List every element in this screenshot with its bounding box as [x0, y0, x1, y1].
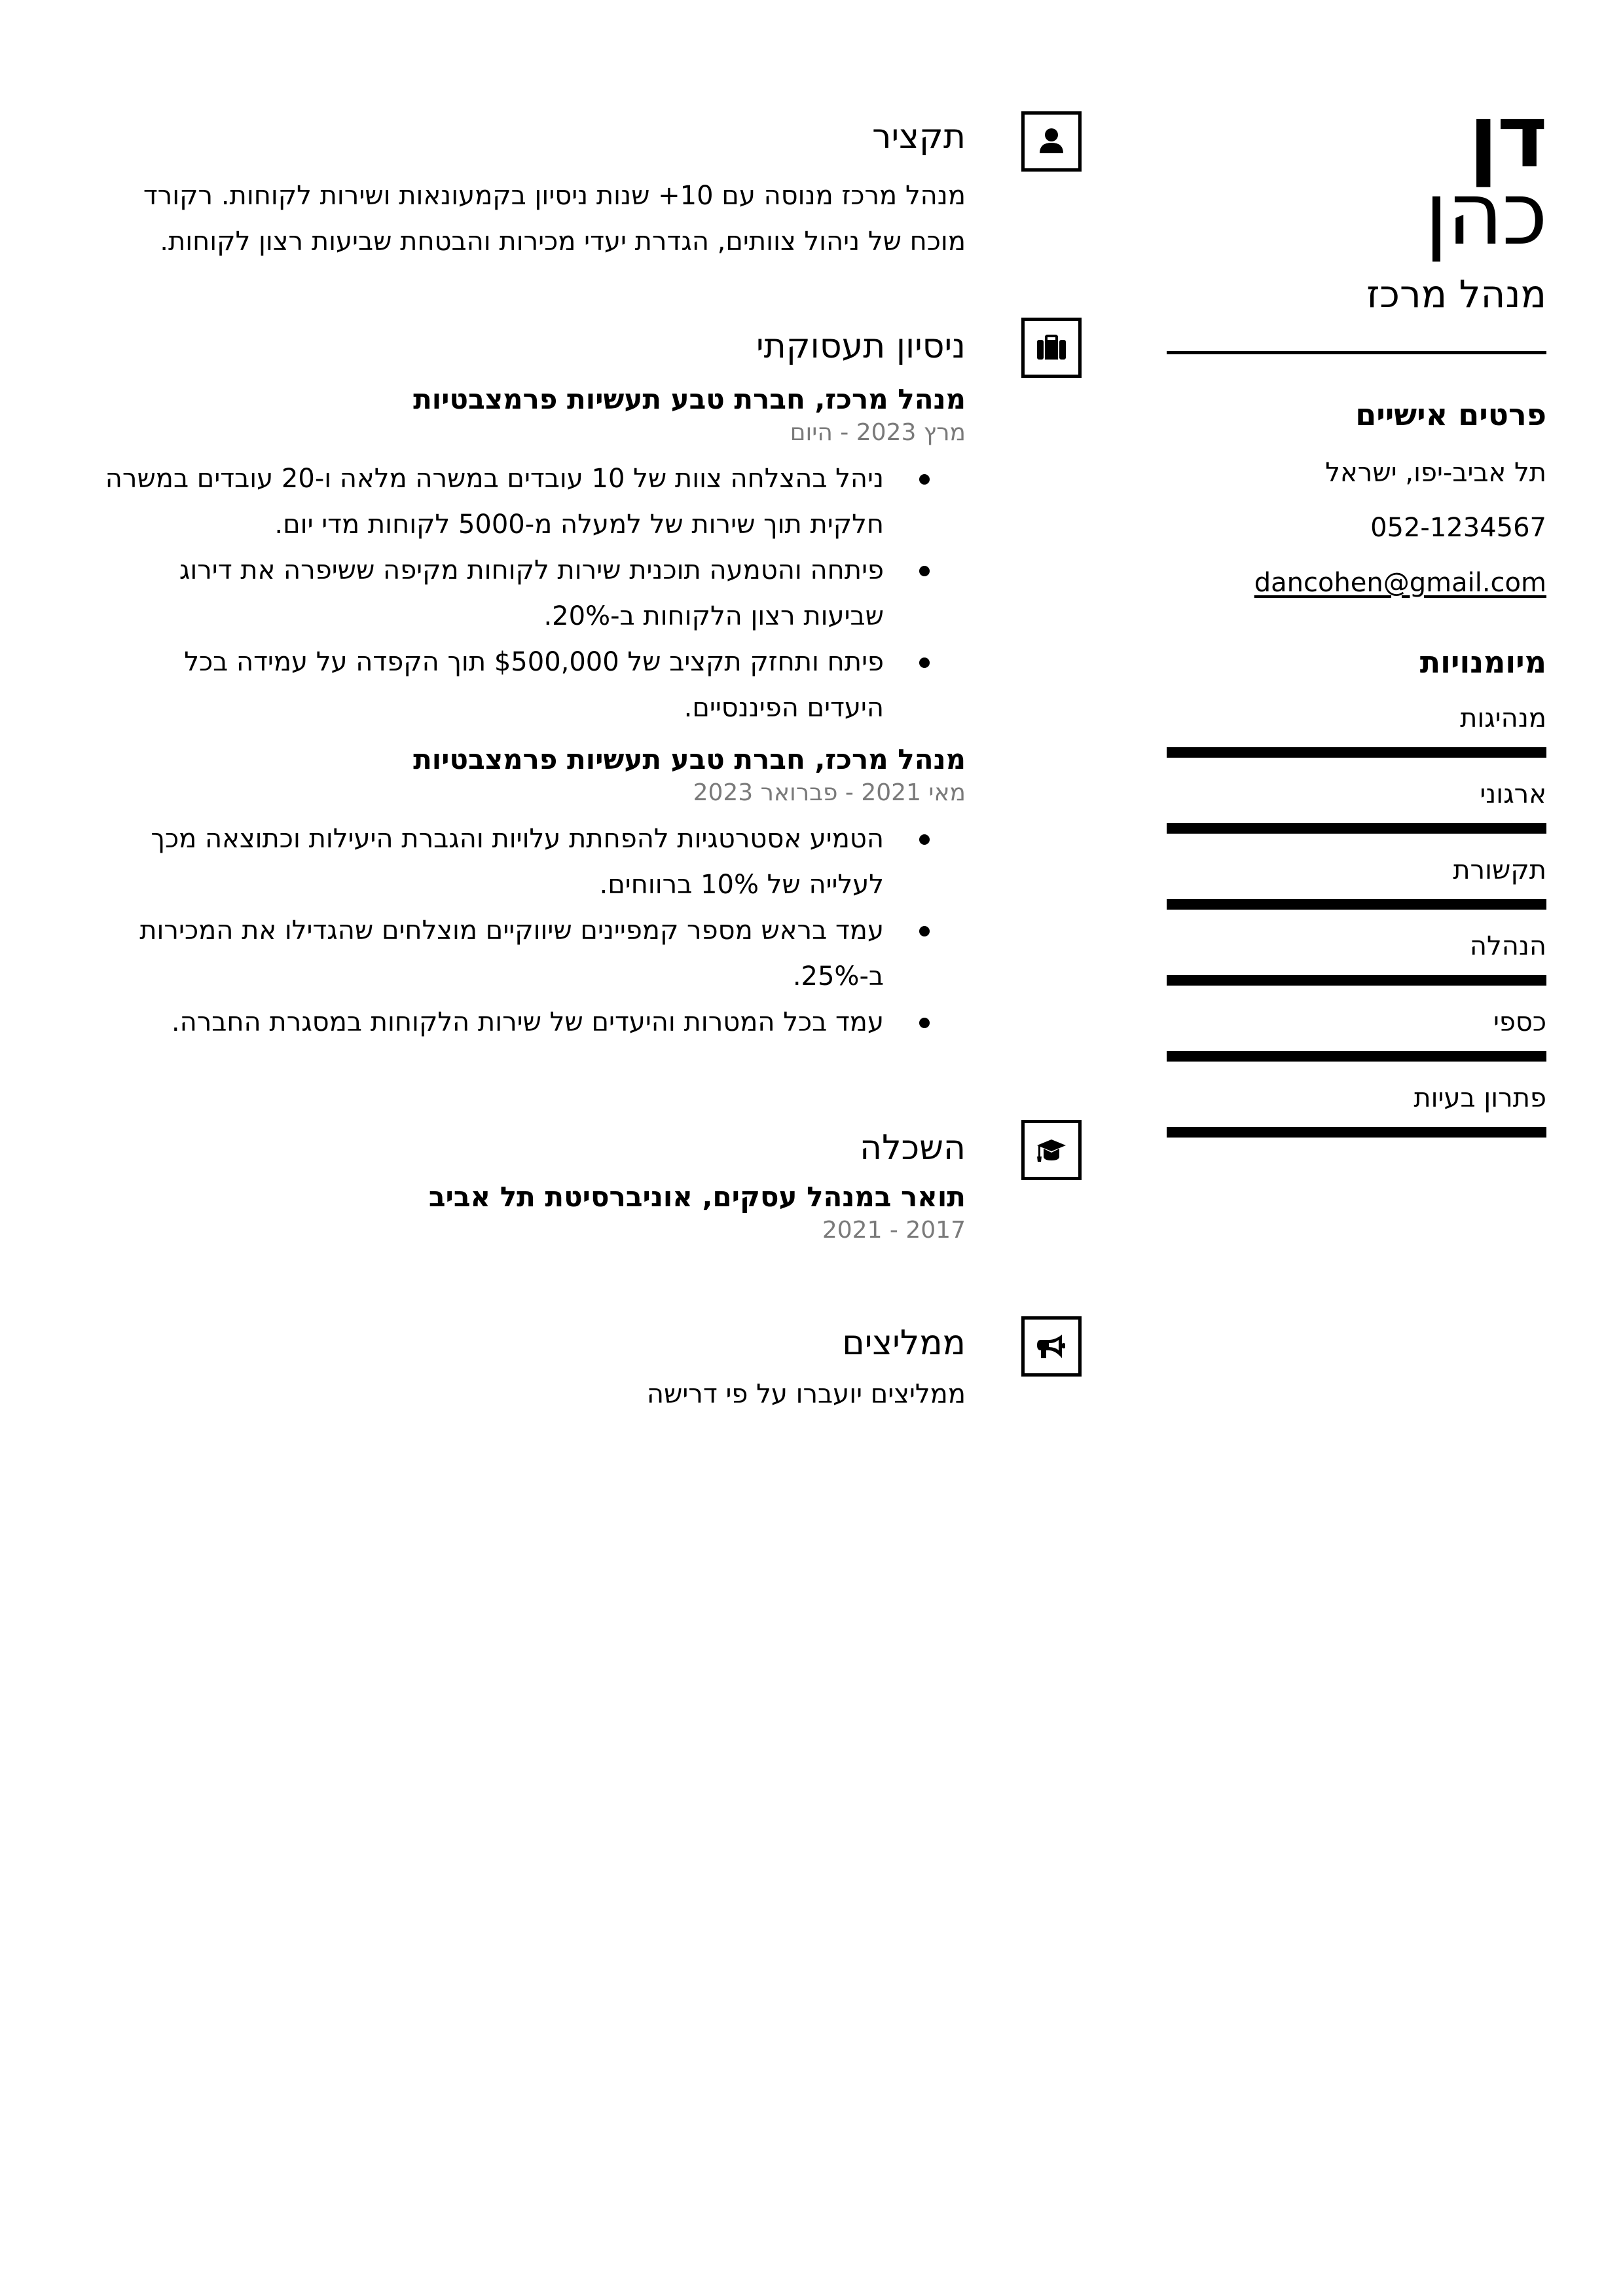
- education-dates: 2017 - 2021: [822, 1217, 966, 1244]
- references-title: ממליצים: [842, 1324, 966, 1363]
- degree: תואר במנהל עסקים, אוניברסיטת תל אביב: [428, 1181, 966, 1213]
- personal-details-heading: פרטים אישיים: [1355, 397, 1546, 432]
- job-bullets: [105, 456, 966, 731]
- skill-label: תקשורת: [1453, 855, 1546, 885]
- bullet-item: עמד בראש מספר קמפיינים שיווקיים מוצלחים שהגדילו את המכירות ב-25%.: [105, 908, 884, 999]
- phone: 052-1234567: [1370, 513, 1546, 543]
- references-text: ממליצים יועברו על פי דרישה: [646, 1379, 966, 1409]
- user-icon: [1021, 111, 1082, 172]
- job-bullets: [105, 816, 966, 1045]
- summary-title: תקציר: [872, 117, 966, 157]
- skill-label: כספי: [1493, 1007, 1546, 1037]
- bullet-item: פיתחה והטמעה תוכנית שירות לקוחות מקיפה ששיפרה את דירוג שביעות רצון הלקוחות ב-20%.: [105, 547, 884, 639]
- graduation-cap-icon: [1021, 1120, 1082, 1180]
- job-dates: מרץ 2023 - היום: [790, 419, 966, 446]
- job-entry: [105, 741, 966, 1045]
- job-role: מנהל מרכז, חברת טבע תעשיות פרמצבטיות: [413, 383, 966, 415]
- skill-item: [1167, 929, 1546, 986]
- education-title: השכלה: [860, 1128, 966, 1168]
- education-section: [105, 1126, 966, 1246]
- skill-item: [1167, 853, 1546, 910]
- skill-label: מנהיגות: [1460, 703, 1546, 733]
- email-link[interactable]: dancohen@gmail.com: [1254, 568, 1546, 598]
- experience-title: ניסיון תעסוקתי: [756, 327, 966, 366]
- last-name: כהן: [1424, 164, 1546, 265]
- skill-level-bar: [1167, 975, 1546, 986]
- bullet-item: ניהל בהצלחה צוות של 10 עובדים במשרה מלאה ו-20 עובדים במשרה חלקית תוך שירות של למעלה מ-5000 לקוחות מדי יום.: [105, 456, 884, 547]
- summary-text: מנהל מרכז מנוסה עם 10+ שנות ניסיון בקמעונאות ושירות לקוחות. רקורד מוכח של ניהול צוותים, הגדרת יעדי מכירות והבטחת שביעות רצון לקוחות.: [143, 181, 966, 257]
- skill-item: [1167, 701, 1546, 758]
- bullet-item: הטמיע אסטרטגיות להפחתת עלויות והגברת היעילות וכתוצאה מכך לעלייה של 10% ברווחים.: [105, 816, 884, 908]
- skill-label: ארגוני: [1480, 779, 1546, 809]
- megaphone-icon: [1021, 1316, 1082, 1377]
- skill-level-bar: [1167, 823, 1546, 834]
- references-section: [105, 1322, 966, 1417]
- skill-level-bar: [1167, 899, 1546, 910]
- candidate-name: [1167, 86, 1546, 265]
- location: תל אביב-יפו, ישראל: [1325, 458, 1546, 488]
- skill-label: הנהלה: [1469, 931, 1546, 961]
- skill-level-bar: [1167, 747, 1546, 758]
- skill-level-bar: [1167, 1127, 1546, 1138]
- skill-level-bar: [1167, 1051, 1546, 1062]
- skill-label: פתרון בעיות: [1413, 1083, 1546, 1113]
- briefcase-icon: [1021, 318, 1082, 378]
- job-entry: [105, 381, 966, 731]
- skill-item: [1167, 777, 1546, 834]
- skills-heading: מיומנויות: [1419, 644, 1546, 680]
- skill-item: [1167, 1081, 1546, 1138]
- job-dates: מאי 2021 - פברואר 2023: [693, 779, 966, 806]
- summary-section: [105, 115, 966, 265]
- first-name: דן: [1468, 86, 1546, 187]
- skill-item: [1167, 1005, 1546, 1062]
- bullet-item: עמד בכל המטרות והיעדים של שירות הלקוחות במסגרת החברה.: [105, 999, 884, 1045]
- experience-section: [105, 325, 966, 1045]
- job-title: מנהל מרכז: [1366, 272, 1546, 316]
- sidebar: [1167, 86, 1546, 1138]
- bullet-item: פיתח ותחזק תקציב של $500,000 תוך הקפדה על עמידה בכל היעדים הפיננסיים.: [105, 639, 884, 731]
- header-divider: [1167, 351, 1546, 354]
- job-role: מנהל מרכז, חברת טבע תעשיות פרמצבטיות: [413, 743, 966, 775]
